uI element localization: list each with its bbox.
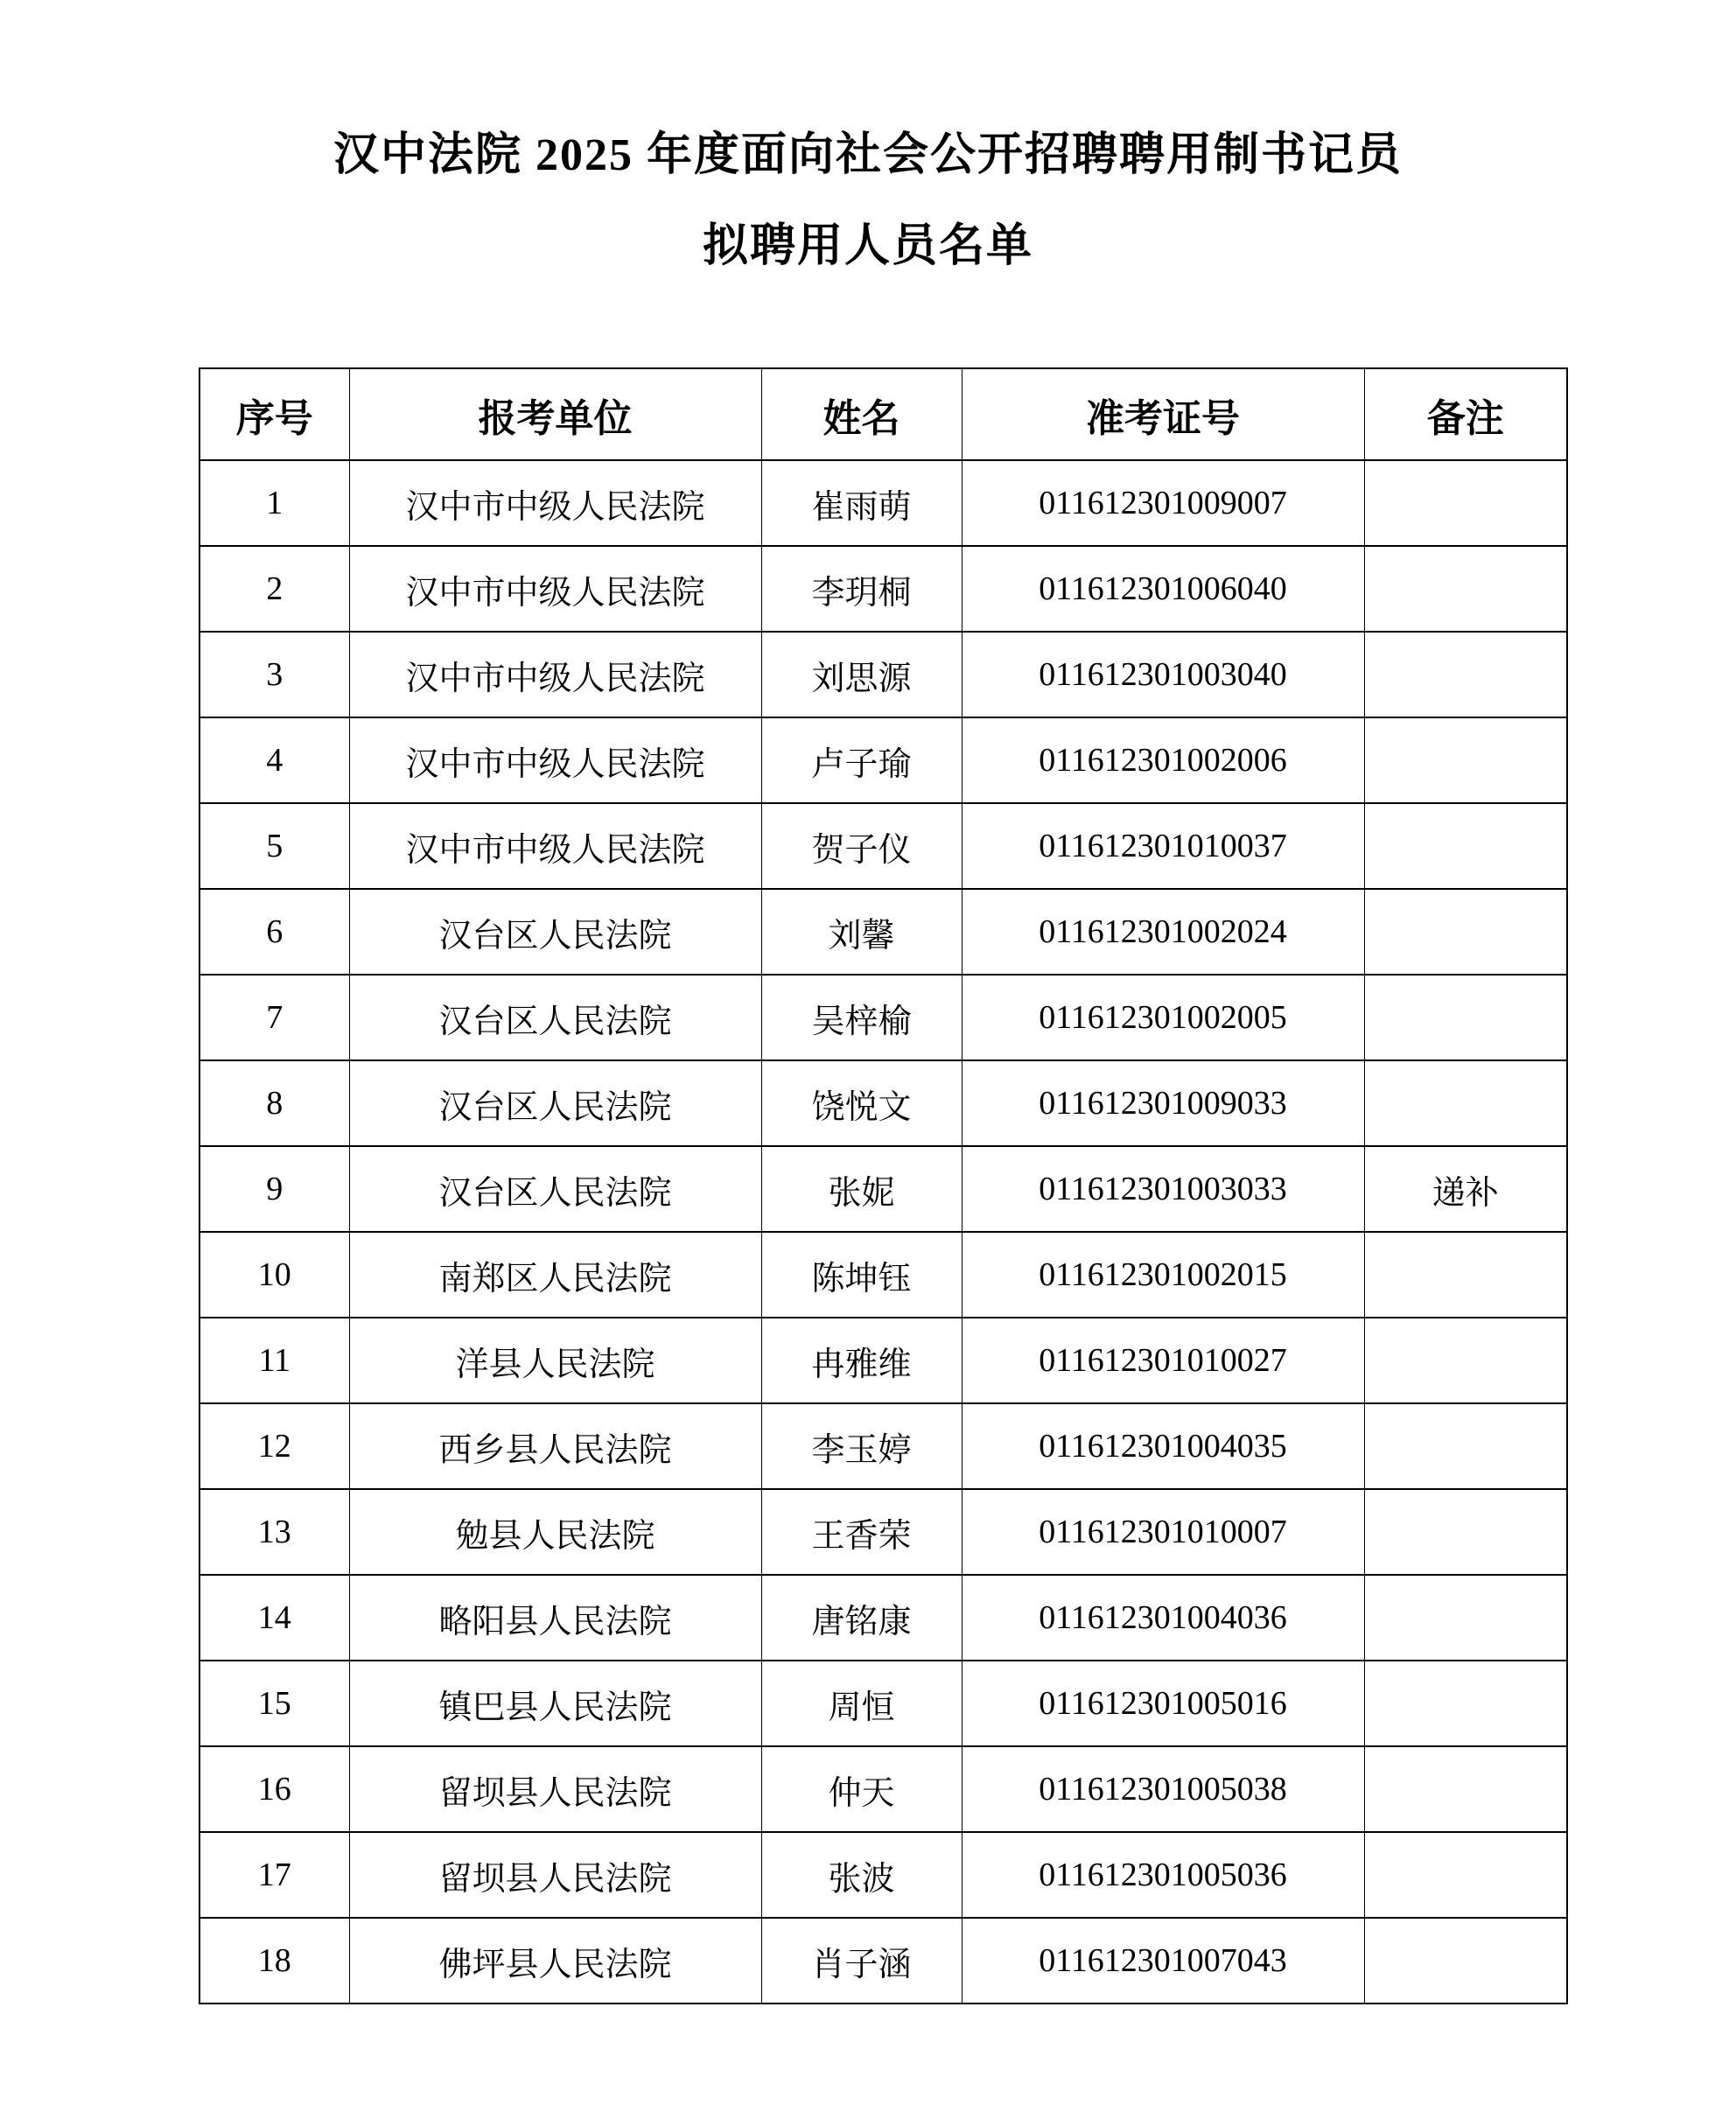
cell-name: 唐铭康 [761,1575,962,1661]
cell-remark [1364,1232,1567,1318]
cell-index: 18 [200,1918,349,2004]
roster-table [199,367,1568,2004]
cell-unit: 汉中市中级人民法院 [349,803,761,889]
cell-name: 李玉婷 [761,1403,962,1489]
cell-unit: 略阳县人民法院 [349,1575,761,1661]
cell-remark [1364,717,1567,803]
cell-name: 仲天 [761,1746,962,1832]
cell-index: 4 [200,717,349,803]
table-row [200,717,1567,803]
cell-remark [1364,1060,1567,1146]
cell-ticket-number: 011612301002024 [962,889,1364,975]
cell-remark [1364,1489,1567,1575]
cell-unit: 西乡县人民法院 [349,1403,761,1489]
cell-unit: 佛坪县人民法院 [349,1918,761,2004]
cell-name: 冉雅维 [761,1318,962,1403]
cell-index: 1 [200,460,349,546]
cell-index: 7 [200,975,349,1060]
cell-unit: 汉台区人民法院 [349,889,761,975]
cell-remark [1364,803,1567,889]
cell-index: 13 [200,1489,349,1575]
cell-ticket-number: 011612301003033 [962,1146,1364,1232]
table-row [200,1746,1567,1832]
cell-name: 张波 [761,1832,962,1918]
cell-ticket-number: 011612301002015 [962,1232,1364,1318]
cell-name: 周恒 [761,1661,962,1746]
table-row [200,460,1567,546]
cell-index: 17 [200,1832,349,1918]
cell-name: 崔雨萌 [761,460,962,546]
cell-name: 张妮 [761,1146,962,1232]
cell-unit: 镇巴县人民法院 [349,1661,761,1746]
table-row [200,1146,1567,1232]
table-row [200,803,1567,889]
cell-ticket-number: 011612301009033 [962,1060,1364,1146]
cell-remark: 递补 [1364,1146,1567,1232]
cell-index: 12 [200,1403,349,1489]
cell-unit: 留坝县人民法院 [349,1832,761,1918]
table-row [200,546,1567,632]
document-title-line2: 拟聘用人员名单 [702,221,1033,271]
cell-name: 饶悦文 [761,1060,962,1146]
column-header-remark: 备注 [1364,368,1567,460]
cell-index: 9 [200,1146,349,1232]
cell-ticket-number: 011612301002005 [962,975,1364,1060]
cell-ticket-number: 011612301005036 [962,1832,1364,1918]
cell-index: 2 [200,546,349,632]
cell-name: 陈坤钰 [761,1232,962,1318]
cell-unit: 汉台区人民法院 [349,975,761,1060]
column-header-index: 序号 [200,368,349,460]
cell-name: 肖子涵 [761,1918,962,2004]
table-row [200,975,1567,1060]
table-row [200,1832,1567,1918]
cell-unit: 汉中市中级人民法院 [349,717,761,803]
cell-name: 刘馨 [761,889,962,975]
cell-index: 16 [200,1746,349,1832]
cell-remark [1364,1575,1567,1661]
cell-name: 卢子瑜 [761,717,962,803]
table-row [200,1489,1567,1575]
table-row [200,1060,1567,1146]
cell-ticket-number: 011612301004035 [962,1403,1364,1489]
table-row [200,1661,1567,1746]
cell-remark [1364,460,1567,546]
cell-ticket-number: 011612301010007 [962,1489,1364,1575]
cell-ticket-number: 011612301007043 [962,1918,1364,2004]
table-row [200,889,1567,975]
cell-ticket-number: 011612301004036 [962,1575,1364,1661]
table-row [200,1918,1567,2004]
cell-ticket-number: 011612301003040 [962,632,1364,717]
cell-index: 6 [200,889,349,975]
cell-ticket-number: 011612301005016 [962,1661,1364,1746]
cell-name: 李玥桐 [761,546,962,632]
roster-table-header [200,368,1567,460]
column-header-name: 姓名 [761,368,962,460]
table-row [200,1403,1567,1489]
cell-ticket-number: 011612301005038 [962,1746,1364,1832]
cell-index: 8 [200,1060,349,1146]
cell-unit: 汉中市中级人民法院 [349,546,761,632]
cell-name: 王香荣 [761,1489,962,1575]
cell-remark [1364,1918,1567,2004]
cell-remark [1364,1403,1567,1489]
cell-unit: 留坝县人民法院 [349,1746,761,1832]
cell-unit: 南郑区人民法院 [349,1232,761,1318]
cell-unit: 汉中市中级人民法院 [349,460,761,546]
column-header-unit: 报考单位 [349,368,761,460]
cell-unit: 洋县人民法院 [349,1318,761,1403]
cell-remark [1364,1746,1567,1832]
table-row [200,632,1567,717]
cell-remark [1364,1318,1567,1403]
cell-remark [1364,889,1567,975]
cell-unit: 汉台区人民法院 [349,1060,761,1146]
cell-index: 5 [200,803,349,889]
cell-name: 吴梓榆 [761,975,962,1060]
cell-unit: 汉中市中级人民法院 [349,632,761,717]
table-row [200,1232,1567,1318]
table-row [200,1575,1567,1661]
cell-index: 11 [200,1318,349,1403]
cell-unit: 汉台区人民法院 [349,1146,761,1232]
column-header-ticket: 准考证号 [962,368,1364,460]
roster-table-body [200,460,1567,2004]
cell-ticket-number: 011612301006040 [962,546,1364,632]
cell-remark [1364,1832,1567,1918]
cell-index: 14 [200,1575,349,1661]
cell-ticket-number: 011612301009007 [962,460,1364,546]
cell-name: 刘思源 [761,632,962,717]
cell-unit: 勉县人民法院 [349,1489,761,1575]
cell-index: 10 [200,1232,349,1318]
cell-ticket-number: 011612301002006 [962,717,1364,803]
cell-remark [1364,546,1567,632]
cell-ticket-number: 011612301010037 [962,803,1364,889]
cell-remark [1364,1661,1567,1746]
cell-remark [1364,975,1567,1060]
cell-ticket-number: 011612301010027 [962,1318,1364,1403]
document-title-line1: 汉中法院 2025 年度面向社会公开招聘聘用制书记员 [332,130,1403,180]
cell-remark [1364,632,1567,717]
cell-index: 15 [200,1661,349,1746]
cell-index: 3 [200,632,349,717]
header-row [200,368,1567,460]
table-row [200,1318,1567,1403]
cell-name: 贺子仪 [761,803,962,889]
